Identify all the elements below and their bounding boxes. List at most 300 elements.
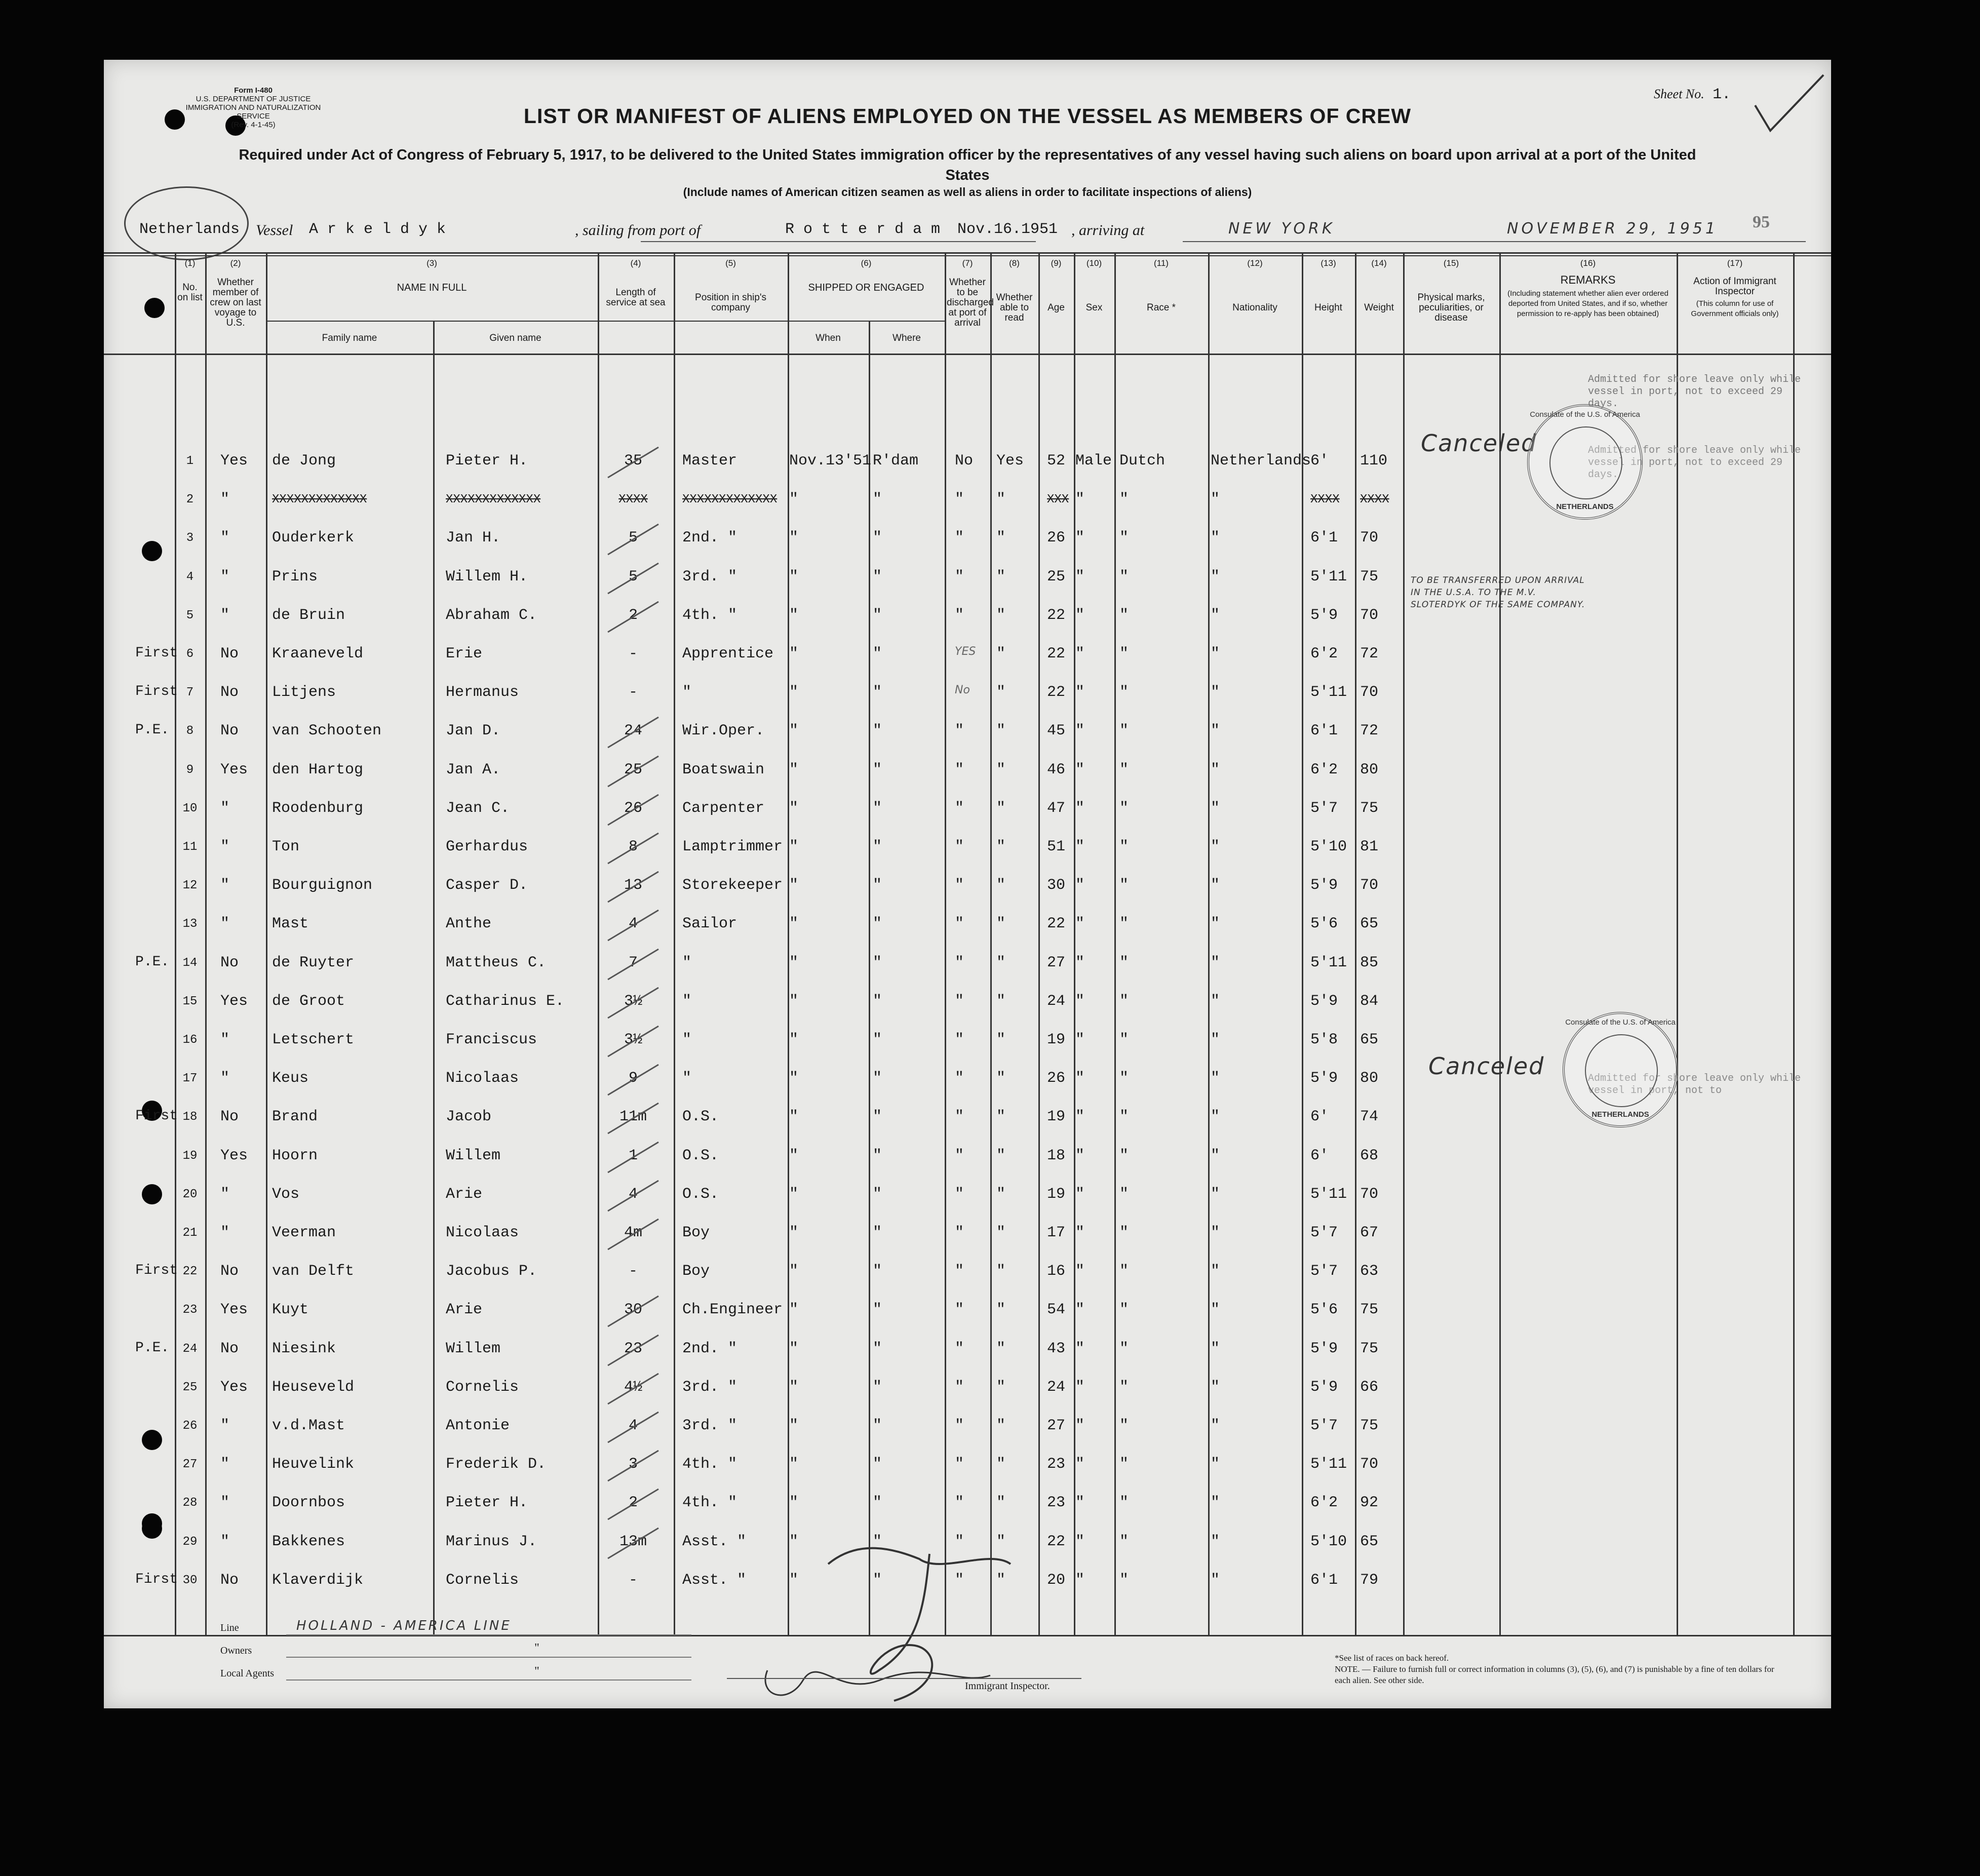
- shipped-when: ": [789, 1263, 799, 1280]
- check-stroke-icon: [603, 1209, 664, 1255]
- nationality: ": [1211, 1301, 1220, 1319]
- height: 6'1: [1310, 529, 1338, 547]
- family-name: Heuvelink: [272, 1456, 355, 1473]
- service-length: 9: [628, 1070, 638, 1087]
- sex: ": [1075, 1108, 1085, 1126]
- given-name: Marinus J.: [446, 1533, 537, 1550]
- column-header-c17-sub: (This column for use of Government officials only): [1691, 299, 1779, 318]
- given-name: Nicolaas: [446, 1070, 519, 1087]
- race: ": [1119, 606, 1129, 624]
- weight: 70: [1360, 877, 1379, 894]
- position: Master: [682, 452, 737, 470]
- race: ": [1119, 1224, 1129, 1241]
- age: 24: [1047, 992, 1066, 1010]
- shipped-when: ": [789, 1456, 799, 1473]
- position: Asst. ": [682, 1533, 747, 1550]
- position: 3rd. ": [682, 1417, 737, 1434]
- races-note: *See list of races on back hereof.: [1335, 1653, 1449, 1663]
- shipped-where: ": [873, 1031, 882, 1048]
- table-row: [104, 1263, 1831, 1301]
- discharged: ": [955, 1031, 964, 1048]
- row-number: 24: [182, 1342, 198, 1356]
- inspector-underline: [727, 1678, 1081, 1679]
- family-name: Mast: [272, 915, 309, 933]
- weight: 74: [1360, 1108, 1379, 1126]
- discharged: ": [955, 606, 964, 624]
- discharged: ": [955, 992, 964, 1010]
- able-to-read: ": [996, 761, 1006, 778]
- agency-line-1: U.S. DEPARTMENT OF JUSTICE: [196, 95, 311, 103]
- age: 26: [1047, 1070, 1066, 1087]
- nationality: ": [1211, 529, 1220, 547]
- able-to-read: ": [996, 992, 1006, 1010]
- given-name: Jan H.: [446, 529, 501, 547]
- nationality: ": [1211, 1108, 1220, 1126]
- height: 6'1: [1310, 1571, 1338, 1589]
- row-prefix: P.E.: [135, 1340, 170, 1356]
- given-name: Pieter H.: [446, 452, 528, 470]
- service-length: 2: [628, 1494, 638, 1512]
- age: 47: [1047, 799, 1066, 817]
- given-name: Arie: [446, 1301, 483, 1319]
- row-number: 5: [186, 608, 194, 622]
- height: 6': [1310, 452, 1329, 470]
- shipped-when: ": [789, 529, 799, 547]
- shipped-when: ": [789, 1301, 799, 1319]
- row-number: 11: [182, 840, 198, 854]
- discharged: ": [955, 1378, 964, 1396]
- column-number: (7): [962, 258, 973, 268]
- shipped-where: ": [873, 1147, 882, 1164]
- weight: 75: [1360, 1417, 1379, 1434]
- race: Dutch: [1119, 452, 1166, 470]
- departure-date: Nov.16.1951: [957, 221, 1058, 238]
- table-row: [104, 1147, 1831, 1186]
- sex: ": [1075, 645, 1085, 662]
- weight: 92: [1360, 1494, 1379, 1512]
- age: 43: [1047, 1340, 1066, 1357]
- shipped-where: ": [873, 761, 882, 778]
- family-name: Niesink: [272, 1340, 336, 1357]
- age: 22: [1047, 915, 1066, 933]
- shipped-when: ": [789, 1070, 799, 1087]
- discharged: ": [955, 761, 964, 778]
- row-number: 21: [182, 1226, 198, 1240]
- height: 6'1: [1310, 722, 1338, 740]
- family-name: Prins: [272, 568, 318, 585]
- row-number: 29: [182, 1535, 198, 1549]
- weight: 80: [1360, 1070, 1379, 1087]
- given-name: Pieter H.: [446, 1494, 528, 1512]
- service-length: 26: [624, 799, 642, 817]
- shipped-when: ": [789, 877, 799, 894]
- weight: 75: [1360, 568, 1379, 585]
- nationality: ": [1211, 491, 1220, 509]
- row-prefix: P.E.: [135, 954, 170, 970]
- table-row: [104, 607, 1831, 645]
- service-length: 3½: [624, 992, 642, 1010]
- table-row: [104, 1340, 1831, 1379]
- position: 4th. ": [682, 606, 737, 624]
- column-number: (12): [1247, 258, 1263, 268]
- row-number: 6: [186, 647, 194, 661]
- owners-label: Owners: [220, 1645, 252, 1656]
- able-to-read: ": [996, 1185, 1006, 1203]
- position: 2nd. ": [682, 529, 737, 547]
- shipped-when: ": [789, 722, 799, 740]
- prev-voyage: No: [220, 1340, 239, 1357]
- row-number: 14: [182, 956, 198, 970]
- row-number: 25: [182, 1380, 198, 1394]
- shipped-when: ": [789, 915, 799, 933]
- given-name: Hermanus: [446, 684, 519, 701]
- age: 51: [1047, 838, 1066, 855]
- weight: 65: [1360, 915, 1379, 933]
- race: ": [1119, 877, 1129, 894]
- column-header-family-name: Family name: [322, 333, 377, 343]
- seal-icon: [1585, 1034, 1658, 1107]
- shipped-where: ": [873, 606, 882, 624]
- row-number: 2: [186, 493, 194, 507]
- discharged: ": [955, 1456, 964, 1473]
- arrival-date: NOVEMBER 29, 1951: [1507, 220, 1718, 238]
- given-name: Jacob: [446, 1108, 492, 1126]
- position: 4th. ": [682, 1494, 737, 1512]
- shipped-when: ": [789, 1340, 799, 1357]
- family-name: de Bruin: [272, 606, 345, 624]
- sex: ": [1075, 1417, 1085, 1434]
- family-name: Hoorn: [272, 1147, 318, 1164]
- shipped-when: ": [789, 1224, 799, 1241]
- discharged: ": [955, 491, 964, 509]
- table-row: [104, 954, 1831, 993]
- sex: ": [1075, 568, 1085, 585]
- nationality: ": [1211, 1185, 1220, 1203]
- row-prefix: P.E.: [135, 722, 170, 738]
- race: ": [1119, 1417, 1129, 1434]
- given-name: Nicolaas: [446, 1224, 519, 1241]
- vessel-flag: Netherlands: [139, 221, 240, 238]
- prev-voyage: No: [220, 954, 239, 971]
- nationality: Netherlands: [1211, 452, 1311, 470]
- given-name: Willem: [446, 1340, 501, 1357]
- race: ": [1119, 915, 1129, 933]
- sex: ": [1075, 1070, 1085, 1087]
- stamp-text-top: Consulate of the U.S. of America: [1530, 410, 1640, 419]
- sex: ": [1075, 761, 1085, 778]
- weight: 75: [1360, 1340, 1379, 1357]
- agency-line-2: IMMIGRATION AND NATURALIZATION SERVICE: [185, 103, 321, 121]
- shipped-when: ": [789, 568, 799, 585]
- column-number: (3): [426, 258, 437, 268]
- discharged: ": [955, 877, 964, 894]
- service-length: -: [628, 1571, 638, 1589]
- given-name: Antonie: [446, 1417, 510, 1434]
- sex: ": [1075, 491, 1085, 509]
- shipped-when: ": [789, 491, 799, 509]
- family-name: den Hartog: [272, 761, 364, 778]
- shipped-where: ": [873, 1533, 882, 1550]
- height: 5'9: [1310, 1070, 1338, 1087]
- race: ": [1119, 568, 1129, 585]
- shipped-where: ": [873, 877, 882, 894]
- age: 24: [1047, 1378, 1066, 1396]
- line-underline: [286, 1634, 691, 1635]
- table-row: [104, 877, 1831, 915]
- race: ": [1119, 645, 1129, 662]
- shipped-when: ": [789, 1378, 799, 1396]
- row-number: 15: [182, 994, 198, 1008]
- position: Asst. ": [682, 1571, 747, 1589]
- row-number: 20: [182, 1187, 198, 1201]
- row-number: 12: [182, 879, 198, 893]
- service-length: 23: [624, 1340, 642, 1357]
- sex: ": [1075, 1378, 1085, 1396]
- weight: 63: [1360, 1263, 1379, 1280]
- table-row: [104, 800, 1831, 838]
- seal-icon: [1549, 426, 1622, 499]
- able-to-read: ": [996, 838, 1006, 855]
- check-stroke-icon: [603, 592, 664, 637]
- prev-voyage: ": [220, 1031, 230, 1048]
- shipped-where: ": [873, 1263, 882, 1280]
- table-row: [104, 1417, 1831, 1456]
- row-prefix: First: [135, 684, 178, 700]
- given-name: XXXXXXXXXXXXX: [446, 493, 541, 507]
- age: XXX: [1047, 493, 1069, 507]
- race: ": [1119, 838, 1129, 855]
- able-to-read: ": [996, 606, 1006, 624]
- shipped-where: ": [873, 915, 882, 933]
- nationality: ": [1211, 1533, 1220, 1550]
- shipped-where: ": [873, 992, 882, 1010]
- nationality: ": [1211, 954, 1220, 971]
- underline: [641, 241, 1036, 242]
- agents-value: ": [534, 1665, 539, 1678]
- row-number: 18: [182, 1110, 198, 1124]
- given-name: Anthe: [446, 915, 492, 933]
- position: ": [682, 992, 692, 1010]
- height: 5'9: [1310, 606, 1338, 624]
- able-to-read: ": [996, 1378, 1006, 1396]
- race: ": [1119, 1571, 1129, 1589]
- column-header-c9: Age: [1047, 302, 1065, 313]
- height: XXXX: [1310, 493, 1340, 507]
- column-number: (10): [1086, 258, 1102, 268]
- nationality: ": [1211, 568, 1220, 585]
- family-name: de Jong: [272, 452, 336, 470]
- given-name: Frederik D.: [446, 1456, 547, 1473]
- height: 6': [1310, 1108, 1329, 1126]
- prev-voyage: ": [220, 877, 230, 894]
- able-to-read: ": [996, 1417, 1006, 1434]
- sex: ": [1075, 1031, 1085, 1048]
- row-prefix: First: [135, 1263, 178, 1279]
- age: 45: [1047, 722, 1066, 740]
- able-to-read: ": [996, 722, 1006, 740]
- canceled-note: Canceled: [1428, 1052, 1545, 1080]
- nationality: ": [1211, 645, 1220, 662]
- discharged: ": [955, 1340, 964, 1357]
- service-length: 13m: [619, 1533, 647, 1550]
- race: ": [1119, 1070, 1129, 1087]
- age: 22: [1047, 1533, 1066, 1550]
- family-name: Heuseveld: [272, 1378, 355, 1396]
- prev-voyage: ": [220, 838, 230, 855]
- prev-voyage: Yes: [220, 761, 248, 778]
- age: 25: [1047, 568, 1066, 585]
- discharged: ": [955, 1533, 964, 1550]
- able-to-read: ": [996, 1340, 1006, 1357]
- sex: ": [1075, 1533, 1085, 1550]
- height: 5'6: [1310, 1301, 1338, 1319]
- family-name: Kraaneveld: [272, 645, 364, 662]
- check-stroke-icon: [603, 1518, 664, 1564]
- height: 5'11: [1310, 954, 1347, 971]
- weight: 70: [1360, 1185, 1379, 1203]
- service-length: 24: [624, 722, 642, 740]
- canceled-note: Canceled: [1421, 429, 1537, 457]
- service-length: 5: [628, 568, 638, 585]
- nationality: ": [1211, 1224, 1220, 1241]
- weight: 110: [1360, 452, 1388, 470]
- family-name: Bakkenes: [272, 1533, 345, 1550]
- nationality: ": [1211, 684, 1220, 701]
- column-header-c2: Whether member of crew on last voyage to U.S.: [210, 277, 261, 328]
- family-name: Vos: [272, 1185, 300, 1203]
- discharged: ": [955, 529, 964, 547]
- column-header-c17: Action of Immigrant Inspector: [1693, 276, 1776, 297]
- row-number: 4: [186, 570, 194, 584]
- weight: 70: [1360, 529, 1379, 547]
- nationality: ": [1211, 761, 1220, 778]
- prev-voyage: ": [220, 1070, 230, 1087]
- shipped-subheader-line: [788, 321, 945, 322]
- sex: ": [1075, 1224, 1085, 1241]
- able-to-read: ": [996, 568, 1006, 585]
- table-row: [104, 1379, 1831, 1417]
- shipped-where: ": [873, 1340, 882, 1357]
- stamp-text-bottom: NETHERLANDS: [1556, 502, 1614, 511]
- table-row: [104, 1301, 1831, 1340]
- shipped-where: ": [873, 1417, 882, 1434]
- shipped-where: ": [873, 1494, 882, 1512]
- race: ": [1119, 722, 1129, 740]
- position: Sailor: [682, 915, 737, 933]
- row-prefix: First: [135, 645, 178, 661]
- height: 5'7: [1310, 1417, 1338, 1434]
- sex: ": [1075, 992, 1085, 1010]
- prev-voyage: ": [220, 1224, 230, 1241]
- sex: ": [1075, 1456, 1085, 1473]
- row-number: 23: [182, 1303, 198, 1317]
- weight: 68: [1360, 1147, 1379, 1164]
- column-header-c14: Weight: [1364, 302, 1394, 313]
- height: 5'6: [1310, 915, 1338, 933]
- column-header-given-name: Given name: [489, 333, 541, 343]
- age: 26: [1047, 529, 1066, 547]
- age: 54: [1047, 1301, 1066, 1319]
- header-bottom-border: [104, 354, 1831, 355]
- shipped-when: ": [789, 838, 799, 855]
- shipped-where: ": [873, 1456, 882, 1473]
- discharged: ": [955, 568, 964, 585]
- position: 4th. ": [682, 1456, 737, 1473]
- service-length: 13: [624, 877, 642, 894]
- row-number: 8: [186, 724, 194, 738]
- position: Lamptrimmer: [682, 838, 783, 855]
- table-row: [104, 645, 1831, 684]
- nationality: ": [1211, 799, 1220, 817]
- column-header-where: Where: [892, 333, 921, 343]
- service-length: 11m: [619, 1108, 647, 1126]
- able-to-read: ": [996, 1571, 1006, 1589]
- service-length: 5: [628, 529, 638, 547]
- age: 22: [1047, 684, 1066, 701]
- weight: 70: [1360, 684, 1379, 701]
- service-length: -: [628, 684, 638, 701]
- row-number: 22: [182, 1265, 198, 1279]
- prev-voyage: Yes: [220, 992, 248, 1010]
- able-to-read: ": [996, 645, 1006, 662]
- able-to-read: ": [996, 1494, 1006, 1512]
- prev-voyage: Yes: [220, 1301, 248, 1319]
- discharged: ": [955, 1301, 964, 1319]
- sex: ": [1075, 799, 1085, 817]
- family-name: Ouderkerk: [272, 529, 355, 547]
- discharged: ": [955, 1263, 964, 1280]
- shipped-when: ": [789, 645, 799, 662]
- discharged: ": [955, 1417, 964, 1434]
- row-number: 13: [182, 917, 198, 931]
- family-name: Keus: [272, 1070, 309, 1087]
- prev-voyage: ": [220, 799, 230, 817]
- discharged: ": [955, 1108, 964, 1126]
- age: 19: [1047, 1108, 1066, 1126]
- nationality: ": [1211, 1031, 1220, 1048]
- prev-voyage: ": [220, 606, 230, 624]
- prev-voyage: No: [220, 1571, 239, 1589]
- given-name: Willem H.: [446, 568, 528, 585]
- column-number: (15): [1443, 258, 1459, 268]
- shipped-when: ": [789, 1533, 799, 1550]
- footer-notes: [1335, 1653, 1791, 1686]
- shipped-where: ": [873, 529, 882, 547]
- race: ": [1119, 1494, 1129, 1512]
- column-number: (11): [1154, 258, 1169, 268]
- age: 23: [1047, 1456, 1066, 1473]
- able-to-read: ": [996, 1301, 1006, 1319]
- service-length: 1: [628, 1147, 638, 1164]
- consulate-stamp: [1563, 1012, 1678, 1127]
- shipped-where: ": [873, 722, 882, 740]
- race: ": [1119, 1378, 1129, 1396]
- column-number: (6): [861, 258, 872, 268]
- column-header-c7: Whether to be discharged at port of arrival: [947, 277, 994, 328]
- given-name: Willem: [446, 1147, 501, 1164]
- row-prefix: First: [135, 1108, 178, 1124]
- sex: ": [1075, 1185, 1085, 1203]
- able-to-read: ": [996, 1108, 1006, 1126]
- discharged: ": [955, 1224, 964, 1241]
- service-length: -: [628, 645, 638, 662]
- column-header-c8: Whether able to read: [996, 292, 1033, 323]
- position: Ch.Engineer: [682, 1301, 783, 1319]
- age: 20: [1047, 1571, 1066, 1589]
- nationality: ": [1211, 1571, 1220, 1589]
- table-top-border: [104, 252, 1831, 254]
- signature: [727, 1529, 1132, 1721]
